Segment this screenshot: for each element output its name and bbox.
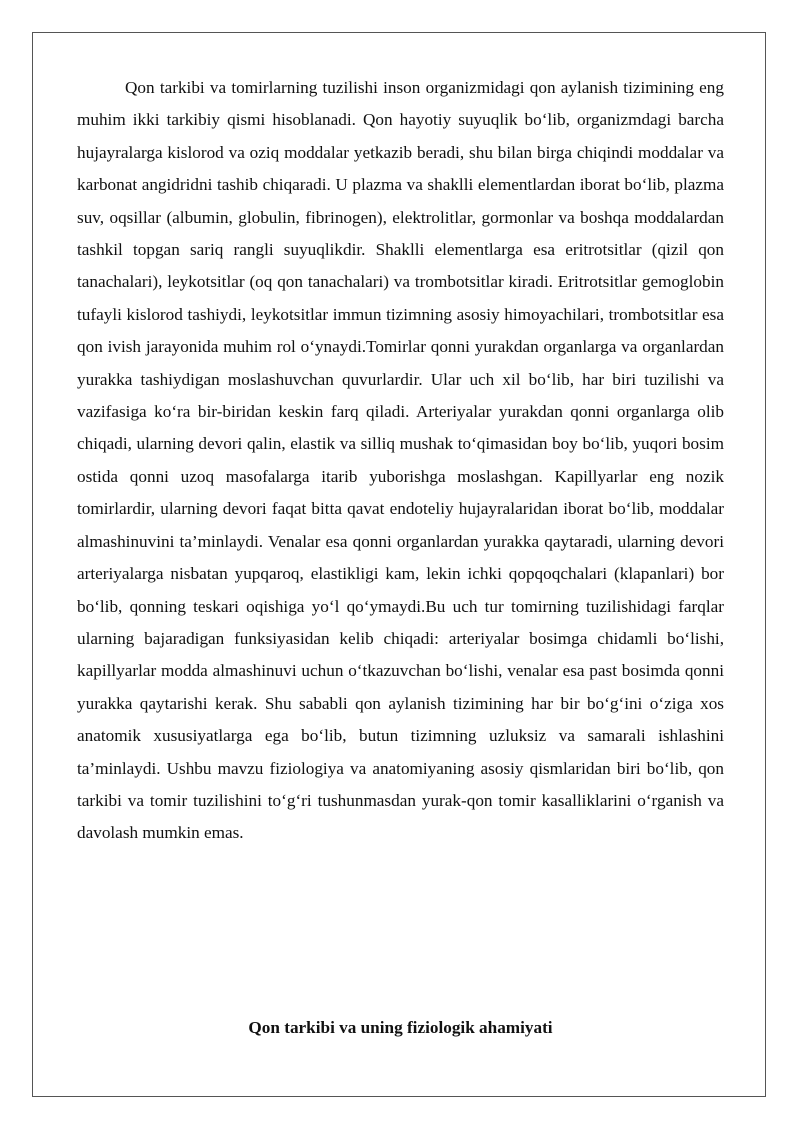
body-paragraph: Qon tarkibi va tomirlarning tuzilishi inson organizmidagi qon aylanish tizimining eng muhim ikki tarkibiy qismi hisoblanadi. Qon hayotiy suyuqlik bo‘lib, organizmdagi barcha hujayralarga kislorod va oziq moddalar yetkazib beradi, shu bilan birga chiqindi moddalar va karbonat angidridni tashib chiqaradi. U plazma va shaklli elementlardan iborat bo‘lib, plazma suv, oqsillar (albumin, globulin, fibrinogen), elektrolitlar, gormonlar va boshqa moddalardan tashkil topgan sariq rangli suyuqlikdir. Shaklli elementlarga esa eritrotsitlar (qizil qon tanachalari), leykotsitlar (oq qon tanachalari) va trombotsitlar kiradi. Eritrotsitlar gemoglobin tufayli kislorod tashiydi, leykotsitlar immun tizimning asosiy himoyachilari, trombotsitlar esa qon ivish jarayonida muhim rol o‘ynaydi.Tomirlar qonni yurakdan organlarga va organlardan yurakka tashiydigan moslashuvchan quvurlardir. Ular uch xil bo‘lib, har biri tuzilishi va vazifasiga ko‘ra bir-biridan keskin farq qiladi. Arteriyalar yurakdan qonni organlarga olib chiqadi, ularning devori qalin, elastik va silliq mushak to‘qimasidan boy bo‘lib, yuqori bosim ostida qonni uzoq masofalarga itarib yuborishga moslashgan. Kapillyarlar eng nozik tomirlardir, ularning devori faqat bitta qavat endoteliy hujayralaridan iborat bo‘lib, moddalar almashinuvini ta’minlaydi. Venalar esa qonni organlardan yurakka qaytaradi, ularning devori arteriyalarga nisbatan yupqaroq, elastikligi kam, lekin ichki qopqoqchalari (klapanlari) bor bo‘lib, qonning teskari oqishiga yo‘l qo‘ymaydi.Bu uch tur tomirning tuzilishidagi farqlar ularning bajaradigan funksiyasidan kelib chiqadi: arteriyalar bosimga chidamli bo‘lishi, kapillyarlar modda almashinuvi uchun o‘tkazuvchan bo‘lishi, venalar esa past bosimda qonni yurakka qaytarishi kerak. Shu sababli qon aylanish tizimining har bir bo‘g‘ini o‘ziga xos anatomik xususiyatlarga ega bo‘lib, butun tizimning uzluksiz va samarali ishlashini ta’minlaydi. Ushbu mavzu fiziologiya va anatomiyaning asosiy qismlaridan biri bo‘lib, qon tarkibi va tomir tuzilishini to‘g‘ri tushunmasdan yurak-qon tomir kasalliklarini o‘rganish va davolash mumkin emas. <box>77 78 724 843</box>
section-heading: Qon tarkibi va uning fiziologik ahamiyati <box>248 1018 553 1037</box>
